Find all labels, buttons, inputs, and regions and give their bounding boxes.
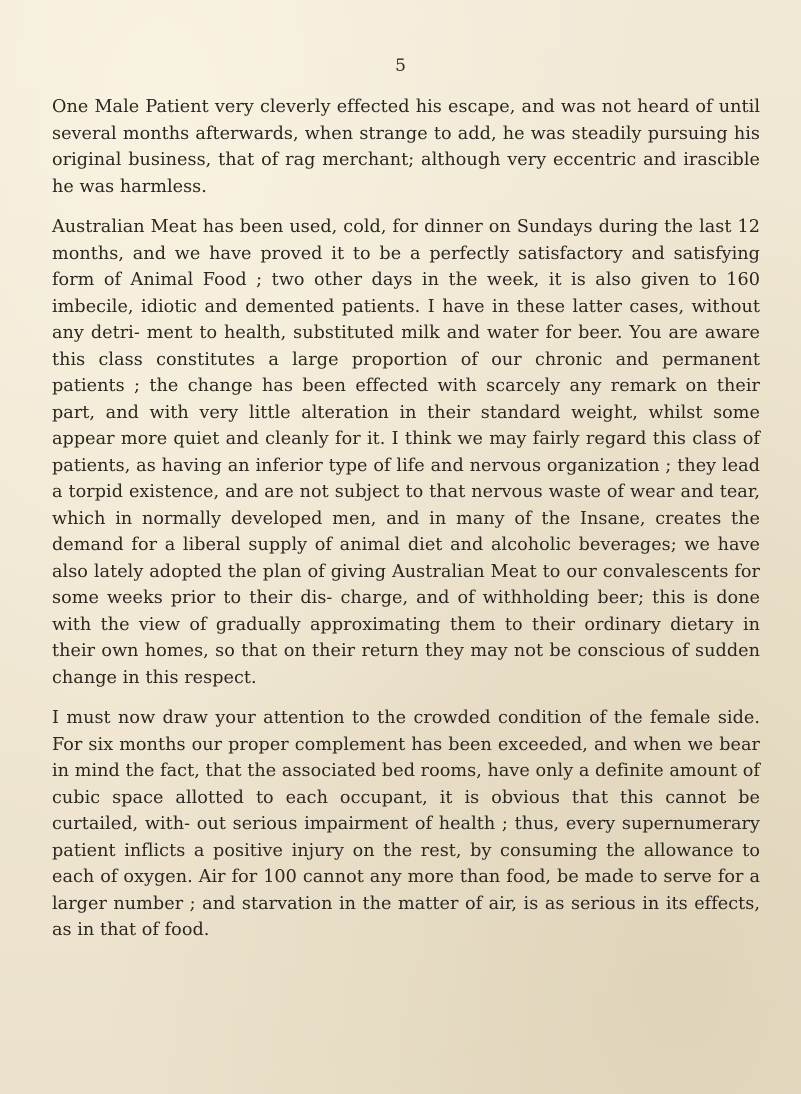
paragraph-australian-meat: Australian Meat has been used, cold, for dinner on Sundays during the last 12 months, and we have proved it to be a perfectly satisfactory and satisfying form of Animal Food ; two other days in the week, it is also given to 160 imbecile, idiotic and demented patients. I have in these latter cases, without any detri- ment to health, substituted milk and water for beer. You are aware this class constitutes a large proportion of our chronic and permanent patients ; the change has been effected with scarcely any remark on their part, and with very little alteration in their standard weight, whilst some appear more quiet and cleanly for it. I think we may fairly regard this class of patients, as having an inferior type of life and nervous organization ; they lead a torpid existence, and are not subject to that nervous waste of wear and tear, which in normally developed men, and in many of the Insane, creates the demand for a liberal supply of animal diet and alcoholic beverages; we have also lately adopted the plan of giving Australian Meat to our convalescents for some weeks prior to their dis- charge, and of withholding beer; this is done with the view of gradually approximating them to their ordinary dietary in their own homes, so that on their return they may not be conscious of sudden change in this respect.	[52, 217, 760, 688]
page-number: 5	[395, 56, 406, 76]
paragraph-escape: One Male Patient very cleverly effected his escape, and was not heard of until several months afterwards, when strange to add, he was steadily pursuing his original business, that of rag merchant; although very eccentric and irascible he was harmless.	[52, 97, 760, 197]
paragraph-crowded-female-side: I must now draw your attention to the crowded condition of the female side. For six months our proper complement has been exceeded, and when we bear in mind the fact, that the associated bed rooms, have only a definite amount of cubic space allotted to each occupant, it is obvious that this cannot be curtailed, with- out serious impairment of health ; thus, every supernumerary patient inflicts a positive injury on the rest, by consuming the allowance to each of oxygen. Air for 100 cannot any more than food, be made to serve for a larger number ; and starvation in the matter of air, is as serious in its effects, as in that of food.	[52, 708, 760, 940]
body-text	[52, 94, 760, 944]
